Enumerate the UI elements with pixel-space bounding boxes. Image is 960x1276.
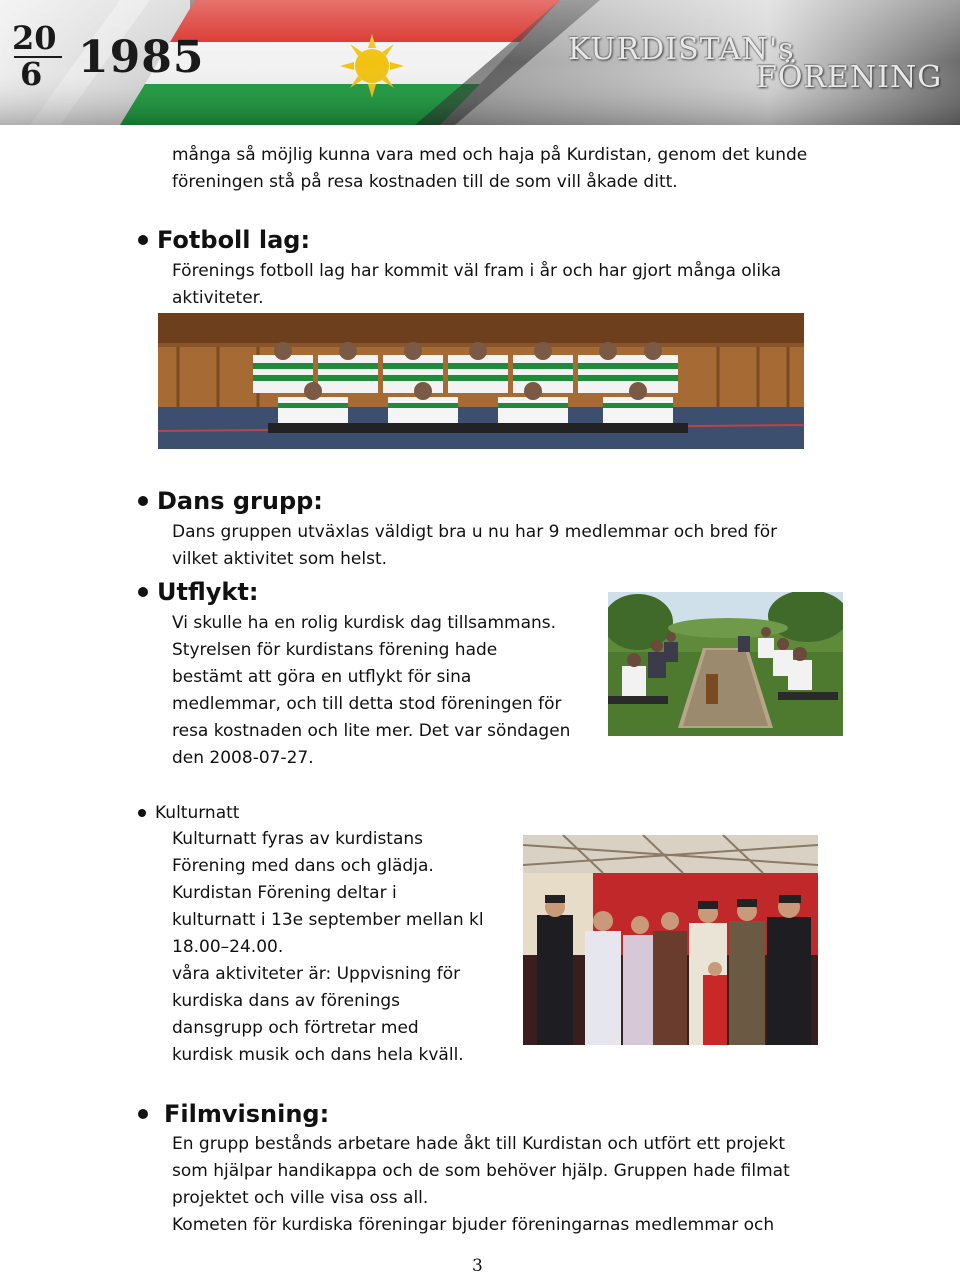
kulturnatt-line-2: Förening med dans och glädja. <box>172 856 434 876</box>
banner-year: 1985 <box>78 32 205 83</box>
dans-heading <box>138 487 323 515</box>
film-line-4: Kometen för kurdiska föreningar bjuder föreningarnas medlemmar och <box>172 1215 775 1235</box>
bullet-icon <box>138 587 148 597</box>
kulturnatt-line-9: kurdisk musik och dans hela kväll. <box>172 1045 464 1065</box>
utflykt-title: Utflykt: <box>157 578 259 606</box>
film-line-1: En grupp bestånds arbetare hade åkt till Kurdistan och utfört ett projekt <box>172 1134 786 1154</box>
film-line-3: projektet och ville visa oss all. <box>172 1188 429 1208</box>
utflykt-line-1: Vi skulle ha en rolig kurdisk dag tillsammans. <box>172 613 557 633</box>
intro-line-1: många så möjlig kunna vara med och haja på Kurdistan, genom det kunde <box>172 145 808 165</box>
bullet-icon <box>138 809 146 817</box>
banner-org-name-line1: KURDISTAN's <box>568 32 795 67</box>
fotboll-line-2: aktiviteter. <box>172 288 264 308</box>
header-banner <box>0 0 960 125</box>
kulturnatt-heading <box>138 799 239 827</box>
bullet-icon <box>138 1109 148 1119</box>
kulturnatt-line-1: Kulturnatt fyras av kurdistans <box>172 829 424 849</box>
fotboll-heading <box>138 226 310 254</box>
utflykt-heading <box>138 578 258 606</box>
film-heading <box>138 1100 329 1128</box>
banner-day: 20 <box>12 19 57 57</box>
utflykt-line-4: medlemmar, och till detta stod föreningen för <box>172 694 562 714</box>
page-number: 3 <box>472 1256 483 1276</box>
kulturnatt-line-7: kurdiska dans av förenings <box>172 991 401 1011</box>
picnic-photo <box>608 592 843 736</box>
film-title: Filmvisning: <box>164 1100 330 1128</box>
kulturnatt-line-4: kulturnatt i 13e september mellan kl <box>172 910 484 930</box>
kulturnatt-title: Kulturnatt <box>155 803 240 823</box>
bullet-icon <box>138 235 148 245</box>
culture-night-photo <box>523 835 818 1045</box>
dans-title: Dans grupp: <box>157 487 323 515</box>
banner-org-name-line2: FÖRENING <box>756 60 943 95</box>
banner-month: 6 <box>20 55 43 93</box>
kulturnatt-line-3: Kurdistan Förening deltar i <box>172 883 397 903</box>
utflykt-line-5: resa kostnaden och lite mer. Det var söndagen <box>172 721 571 741</box>
football-team-photo <box>158 313 804 449</box>
intro-line-2: föreningen stå på resa kostnaden till de som vill åkade ditt. <box>172 172 678 192</box>
dans-line-2: vilket aktivitet som helst. <box>172 549 388 569</box>
kulturnatt-line-6: våra aktiviteter är: Uppvisning för <box>172 964 461 984</box>
kulturnatt-line-5: 18.00–24.00. <box>172 937 284 957</box>
fotboll-title: Fotboll lag: <box>157 226 311 254</box>
fotboll-line-1: Förenings fotboll lag har kommit väl fram i år och har gjort många olika <box>172 261 782 281</box>
utflykt-line-3: bestämt att göra en utflykt för sina <box>172 667 472 687</box>
bullet-icon <box>138 496 148 506</box>
utflykt-line-2: Styrelsen för kurdistans förening hade <box>172 640 498 660</box>
film-line-2: som hjälpar handikappa och de som behöver hjälp. Gruppen hade filmat <box>172 1161 790 1181</box>
dans-line-1: Dans gruppen utväxlas väldigt bra u nu har 9 medlemmar och bred för <box>172 522 778 542</box>
utflykt-line-6: den 2008-07-27. <box>172 748 314 768</box>
kulturnatt-line-8: dansgrupp och förtretar med <box>172 1018 419 1038</box>
